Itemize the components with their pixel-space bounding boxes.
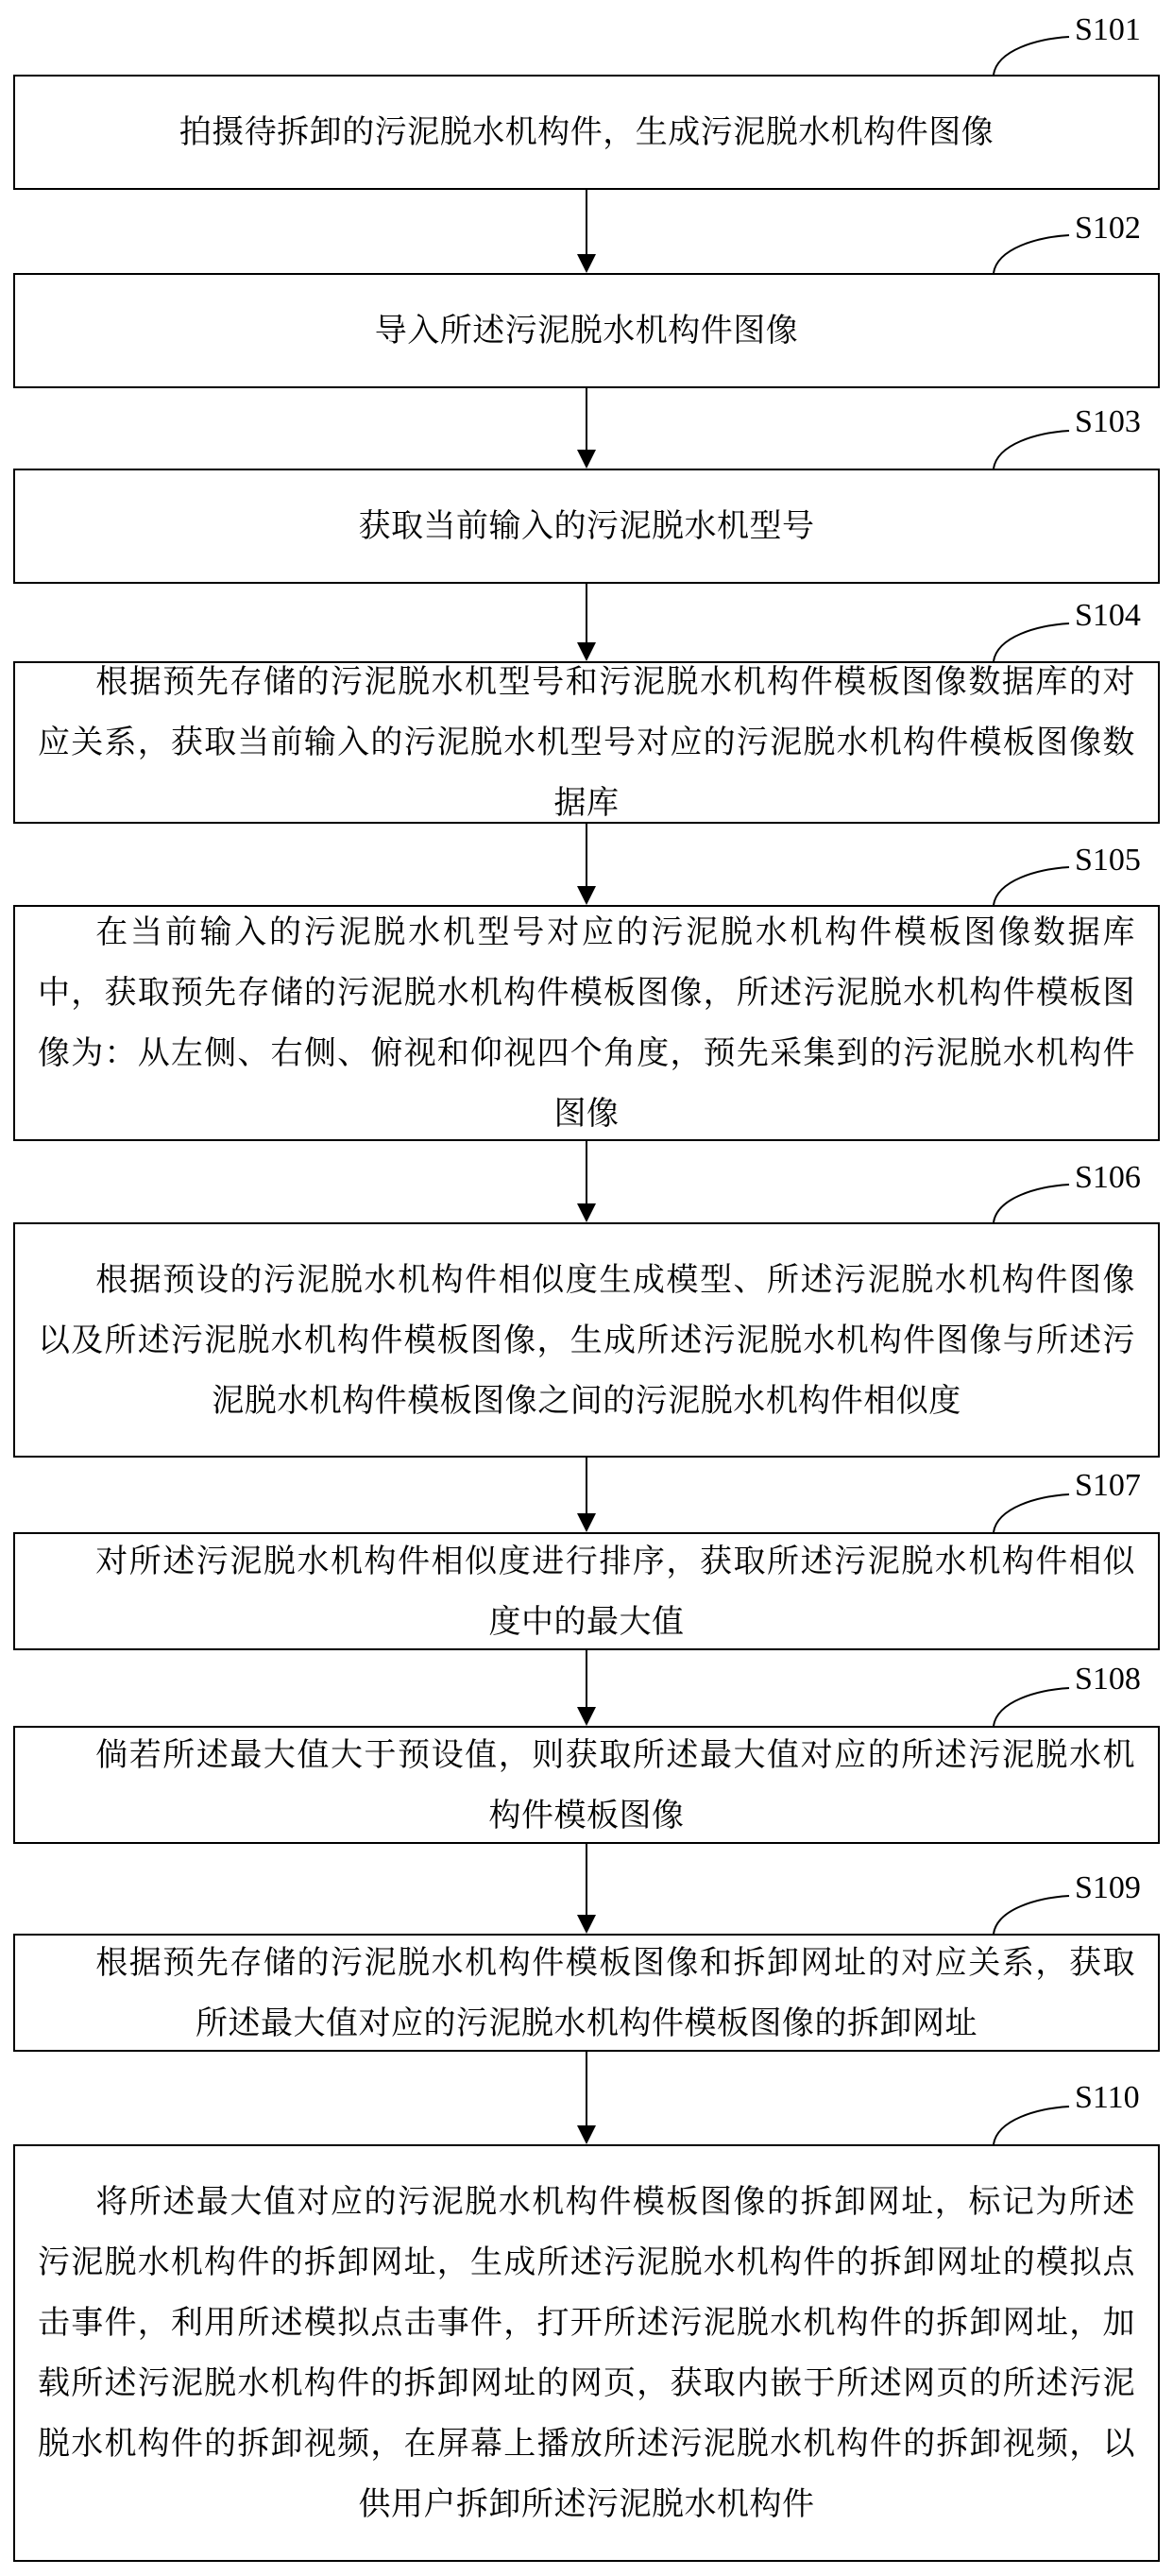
arrow-head bbox=[577, 450, 596, 469]
step-box-s103 bbox=[13, 469, 1160, 584]
step-text-s110: 将所述最大值对应的污泥脱水机构件模板图像的拆卸网址，标记为所述污泥脱水机构件的拆卸网址，生成所述污泥脱水机构件的拆卸网址的模拟点击事件，利用所述模拟点击事件，打开所述污泥脱水机构件的拆卸网址，加载所述污泥脱水机构件的拆卸网址的网页，获取内嵌于所述网页的所述污泥脱水机构件的拆卸视频，在屏幕上播放所述污泥脱水机构件的拆卸视频，以供用户拆卸所述污泥脱水机构件 bbox=[38, 2183, 1135, 2523]
label-leader-line bbox=[994, 1185, 1069, 1222]
step-label-s107: S107 bbox=[1075, 1468, 1141, 1503]
step-box-s108 bbox=[13, 1726, 1160, 1844]
label-leader-line bbox=[994, 1896, 1069, 1934]
step-box-s102 bbox=[13, 273, 1160, 388]
step-label-s109: S109 bbox=[1075, 1870, 1141, 1905]
step-box-s109 bbox=[13, 1934, 1160, 2052]
step-text-s102: 导入所述污泥脱水机构件图像 bbox=[374, 312, 799, 350]
label-leader-line bbox=[994, 235, 1069, 273]
step-box-s106 bbox=[13, 1222, 1160, 1458]
label-leader-line bbox=[994, 431, 1069, 469]
label-leader-line bbox=[994, 1688, 1069, 1726]
step-box-s107 bbox=[13, 1532, 1160, 1650]
step-text-s107: 对所述污泥脱水机构件相似度进行排序，获取所述污泥脱水机构件相似度中的最大值 bbox=[95, 1542, 1135, 1641]
label-leader-line bbox=[994, 37, 1069, 75]
step-text-s108: 倘若所述最大值大于预设值，则获取所述最大值对应的所述污泥脱水机构件模板图像 bbox=[95, 1735, 1135, 1834]
step-text-s106: 根据预设的污泥脱水机构件相似度生成模型、所述污泥脱水机构件图像以及所述污泥脱水机构件模板图像，生成所述污泥脱水机构件图像与所述污泥脱水机构件模板图像之间的污泥脱水机构件相似度 bbox=[38, 1260, 1135, 1420]
label-leader-line bbox=[994, 1494, 1069, 1532]
step-label-s110: S110 bbox=[1075, 2080, 1140, 2115]
step-label-s102: S102 bbox=[1075, 211, 1141, 246]
label-leader-line bbox=[994, 867, 1069, 905]
step-label-s103: S103 bbox=[1075, 404, 1141, 439]
step-label-s104: S104 bbox=[1075, 598, 1141, 633]
label-leader-line bbox=[994, 2107, 1069, 2144]
step-text-s109: 根据预先存储的污泥脱水机构件模板图像和拆卸网址的对应关系，获取所述最大值对应的污泥脱水机构件模板图像的拆卸网址 bbox=[95, 1943, 1135, 2042]
step-box-s101 bbox=[13, 75, 1160, 190]
arrow-head bbox=[577, 1203, 596, 1222]
step-label-s108: S108 bbox=[1075, 1662, 1141, 1697]
step-label-s101: S101 bbox=[1075, 12, 1141, 47]
arrow-head bbox=[577, 1707, 596, 1726]
step-box-s110 bbox=[13, 2144, 1160, 2562]
step-text-s104: 根据预先存储的污泥脱水机型号和污泥脱水机构件模板图像数据库的对应关系，获取当前输入的污泥脱水机型号对应的污泥脱水机构件模板图像数据库 bbox=[38, 663, 1135, 822]
step-label-s106: S106 bbox=[1075, 1160, 1141, 1195]
arrow-head bbox=[577, 254, 596, 273]
step-text-s105: 在当前输入的污泥脱水机型号对应的污泥脱水机构件模板图像数据库中，获取预先存储的污泥脱水机构件模板图像，所述污泥脱水机构件模板图像为：从左侧、右侧、俯视和仰视四个角度，预先采集到的污泥脱水机构件图像 bbox=[38, 913, 1135, 1133]
step-box-s104 bbox=[13, 661, 1160, 824]
arrow-head bbox=[577, 1915, 596, 1934]
step-text-s101: 拍摄待拆卸的污泥脱水机构件，生成污泥脱水机构件图像 bbox=[178, 113, 994, 151]
arrow-head bbox=[577, 2125, 596, 2144]
step-label-s105: S105 bbox=[1075, 843, 1141, 878]
arrow-head bbox=[577, 1513, 596, 1532]
step-text-s103: 获取当前输入的污泥脱水机型号 bbox=[358, 507, 815, 545]
step-box-s105 bbox=[13, 905, 1160, 1141]
